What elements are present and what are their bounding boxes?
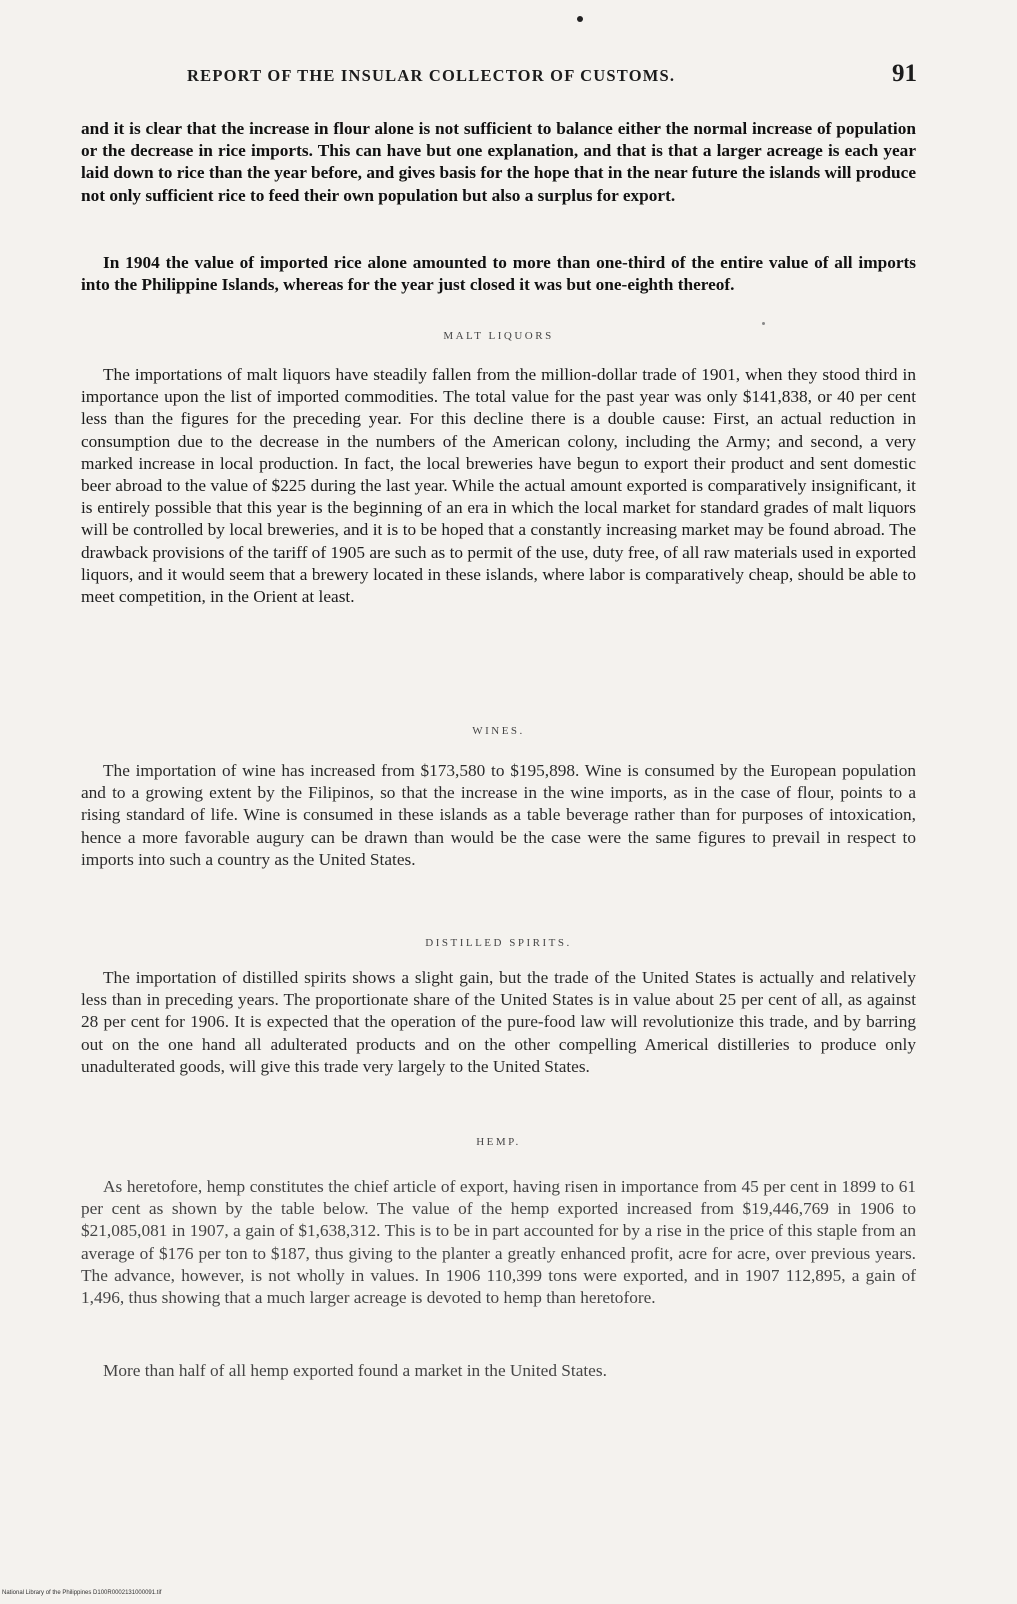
section-heading-distilled-spirits: DISTILLED SPIRITS. — [425, 937, 572, 949]
paper-speck — [762, 322, 765, 325]
rice-paragraph-continued: and it is clear that the increase in flour alone is not sufficient to balance either the normal increase of population or the decrease in rice imports. This can have but one explanation, and that is that a larger acreage is each year laid down to rice than the year before, and gives basis for the hope that in the near future the islands will produce not only sufficient rice to feed their own population but also a surplus for export. — [81, 119, 916, 205]
malt-liquors-paragraph: The importations of malt liquors have steadily fallen from the million-dollar trade of 1901, when they stood third in importance upon the list of imported commodities. The total value for the past year was only $141,838, or 40 per cent less than the figures for the preceding year. For this decline there is a double cause: First, an actual reduction in consumption due to the decrease in the numbers of the American colony, including the Army; and second, a very marked increase in local production. In fact, the local breweries have begun to export their product and sent domestic beer abroad to the value of $225 during the last year. While the actual amount exported is comparatively insignificant, it is entirely possible that this year is the beginning of an era in which the local market for standard grades of malt liquors will be controlled by local breweries, and it is to be hoped that a constantly increasing market may be found abroad. The drawback provisions of the tariff of 1905 are such as to permit of the use, duty free, of all raw materials used in exported liquors, and it would seem that a brewery located in these islands, where labor is comparatively cheap, should be able to meet competition, in the Orient at least. — [81, 365, 916, 607]
scan-source-note: National Library of the Philippines D100R0002131000091.tif — [2, 1590, 162, 1596]
page-number: 91 — [892, 60, 917, 87]
hemp-paragraph: As heretofore, hemp constitutes the chief article of export, having risen in importance from 45 per cent in 1899 to 61 per cent as shown by the table below. The value of the hemp exported increased from $19,446,769 in 1906 to $21,085,081 in 1907, a gain of $1,638,312. This is to be in part accounted for by a rise in the price of this staple from an average of $176 per ton to $187, thus giving to the planter a greatly enhanced profit, acre for acre, over previous years. The advance, however, is not wholly in values. In 1906 110,399 tons were exported, and in 1907 112,895, a gain of 1,496, thus showing that a much larger acreage is devoted to hemp than heretofore. — [81, 1177, 916, 1308]
running-header — [187, 60, 917, 100]
distilled-spirits-paragraph: The importation of distilled spirits shows a slight gain, but the trade of the United States is actually and relatively less than in preceding years. The proportionate share of the United States is in value about 25 per cent of all, as against 28 per cent for 1906. It is expected that the operation of the pure-food law will revolutionize this trade, and by barring out on the one hand all adulterated products and on the other compelling Americal distilleries to produce only unadulterated goods, will give this trade very largely to the United States. — [81, 968, 916, 1076]
section-heading-wines: WINES. — [472, 725, 525, 737]
section-heading-hemp: HEMP. — [476, 1136, 521, 1148]
ink-dot — [577, 16, 583, 22]
rice-paragraph-1904: In 1904 the value of imported rice alone amounted to more than one-third of the entire value of all imports into the Philippine Islands, whereas for the year just closed it was but one-eighth thereof. — [81, 253, 916, 295]
section-heading-malt-liquors: MALT LIQUORS — [443, 330, 554, 342]
wines-paragraph: The importation of wine has increased from $173,580 to $195,898. Wine is consumed by the European population and to a growing extent by the Filipinos, so that the increase in the wine imports, as in the case of flour, points to a rising standard of life. Wine is consumed in these islands as a table beverage rather than for purposes of intoxication, hence a more favorable augury can be drawn than would be the case were the same figures to prevail in respect to imports into such a country as the United States. — [81, 761, 916, 869]
hemp-market-paragraph: More than half of all hemp exported found a market in the United States. — [103, 1361, 607, 1380]
header-title: REPORT OF THE INSULAR COLLECTOR OF CUSTOMS. — [187, 66, 676, 85]
